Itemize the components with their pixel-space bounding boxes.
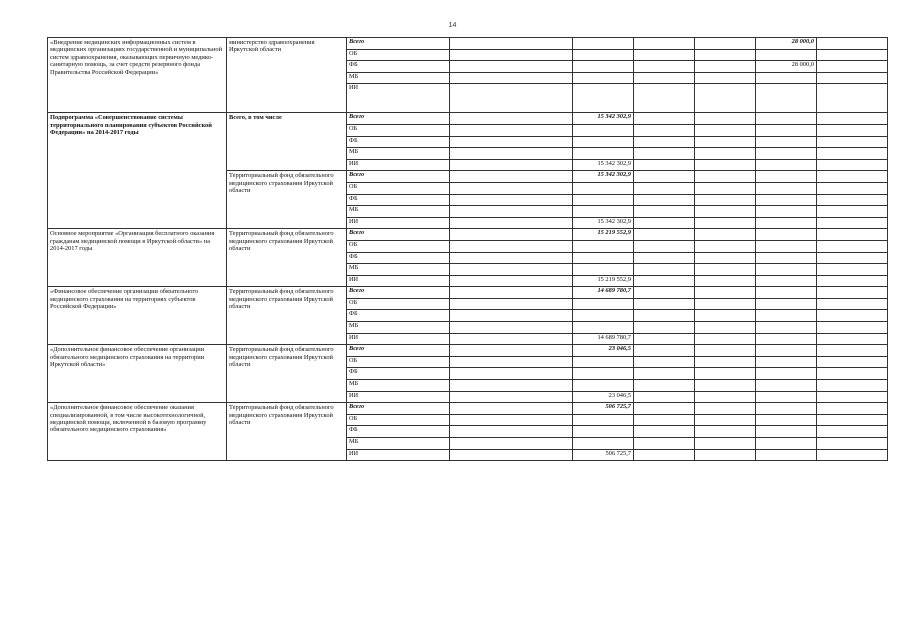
funding-source-cell: Всего <box>347 287 450 299</box>
year-amount-cell <box>756 391 817 403</box>
year-amount-cell <box>756 403 817 415</box>
funding-source-cell: Всего <box>347 345 450 357</box>
total-amount-cell <box>573 310 634 322</box>
amount-cell <box>695 426 756 438</box>
amount-cell <box>450 264 573 276</box>
amount-cell <box>634 252 695 264</box>
funding-source-cell: ОБ <box>347 298 450 310</box>
amount-cell <box>817 171 888 183</box>
year-amount-cell <box>756 414 817 426</box>
amount-cell <box>634 217 695 229</box>
amount-cell <box>695 368 756 380</box>
total-amount-cell: 14 689 780,7 <box>573 333 634 345</box>
amount-cell <box>817 264 888 276</box>
amount-cell <box>450 275 573 287</box>
funding-source-cell: ФБ <box>347 252 450 264</box>
amount-cell <box>695 113 756 125</box>
amount-cell <box>695 194 756 206</box>
amount-cell <box>695 356 756 368</box>
year-amount-cell <box>756 345 817 357</box>
year-amount-cell <box>756 49 817 61</box>
funding-source-cell: МБ <box>347 206 450 218</box>
table-row <box>48 113 888 125</box>
total-amount-cell <box>573 414 634 426</box>
amount-cell <box>634 391 695 403</box>
amount-cell <box>695 61 756 73</box>
amount-cell <box>450 414 573 426</box>
executor-cell: Территориальный фонд обязательного медицинского страхования Иркутской области <box>227 345 347 403</box>
amount-cell <box>450 298 573 310</box>
funding-source-cell: Всего <box>347 403 450 415</box>
funding-source-cell: Всего <box>347 113 450 125</box>
total-amount-cell: 15 219 552,9 <box>573 229 634 241</box>
amount-cell <box>634 380 695 392</box>
amount-cell <box>634 171 695 183</box>
amount-cell <box>817 345 888 357</box>
amount-cell <box>450 206 573 218</box>
year-amount-cell <box>756 322 817 334</box>
funding-source-cell: Всего <box>347 171 450 183</box>
total-amount-cell: 23 046,5 <box>573 391 634 403</box>
amount-cell <box>817 38 888 50</box>
program-description: «Дополнительное финансовое обеспечение организации обязательного медицинского страхования на территории Иркутской области» <box>48 345 227 403</box>
funding-source-cell: ИИ <box>347 84 450 113</box>
funding-source-cell: МБ <box>347 72 450 84</box>
total-amount-cell: 15 219 552,9 <box>573 275 634 287</box>
funding-source-cell: ИИ <box>347 333 450 345</box>
amount-cell <box>634 182 695 194</box>
table-row <box>48 403 888 415</box>
amount-cell <box>450 38 573 50</box>
amount-cell <box>450 159 573 171</box>
total-amount-cell <box>573 356 634 368</box>
amount-cell <box>695 391 756 403</box>
amount-cell <box>695 229 756 241</box>
year-amount-cell <box>756 194 817 206</box>
amount-cell <box>634 194 695 206</box>
amount-cell <box>695 252 756 264</box>
executor-cell: Всего, в том числе <box>227 113 347 171</box>
year-amount-cell <box>756 113 817 125</box>
amount-cell <box>695 72 756 84</box>
amount-cell <box>634 84 695 113</box>
budget-table <box>47 37 888 461</box>
amount-cell <box>634 345 695 357</box>
amount-cell <box>695 182 756 194</box>
funding-source-cell: ИИ <box>347 159 450 171</box>
total-amount-cell: 15 342 302,9 <box>573 113 634 125</box>
amount-cell <box>450 322 573 334</box>
year-amount-cell <box>756 438 817 450</box>
funding-source-cell: ОБ <box>347 182 450 194</box>
amount-cell <box>695 38 756 50</box>
year-amount-cell <box>756 171 817 183</box>
total-amount-cell <box>573 194 634 206</box>
table-row <box>48 38 888 50</box>
amount-cell <box>450 84 573 113</box>
amount-cell <box>695 264 756 276</box>
amount-cell <box>817 391 888 403</box>
year-amount-cell <box>756 310 817 322</box>
amount-cell <box>817 72 888 84</box>
total-amount-cell <box>573 38 634 50</box>
amount-cell <box>695 159 756 171</box>
amount-cell <box>817 148 888 160</box>
amount-cell <box>817 368 888 380</box>
amount-cell <box>450 182 573 194</box>
amount-cell <box>634 159 695 171</box>
amount-cell <box>817 426 888 438</box>
year-amount-cell <box>756 333 817 345</box>
funding-source-cell: ФБ <box>347 136 450 148</box>
funding-source-cell: ФБ <box>347 310 450 322</box>
funding-source-cell: МБ <box>347 264 450 276</box>
amount-cell <box>634 61 695 73</box>
year-amount-cell <box>756 298 817 310</box>
year-amount-cell <box>756 84 817 113</box>
total-amount-cell <box>573 298 634 310</box>
amount-cell <box>695 298 756 310</box>
total-amount-cell <box>573 322 634 334</box>
total-amount-cell <box>573 49 634 61</box>
total-amount-cell <box>573 84 634 113</box>
funding-source-cell: ИИ <box>347 217 450 229</box>
program-description: «Внедрение медицинских информационных систем в медицинских организациях государственной и муниципальной систем здравоохранения, оказывающих первичную медико-санитарную помощь, за счет средств резервного фонда Правительства Российской Федерации» <box>48 38 227 113</box>
total-amount-cell <box>573 136 634 148</box>
amount-cell <box>695 438 756 450</box>
total-amount-cell <box>573 148 634 160</box>
year-amount-cell <box>756 148 817 160</box>
funding-source-cell: Всего <box>347 38 450 50</box>
amount-cell <box>695 136 756 148</box>
amount-cell <box>634 136 695 148</box>
amount-cell <box>450 391 573 403</box>
amount-cell <box>817 438 888 450</box>
amount-cell <box>817 217 888 229</box>
amount-cell <box>817 182 888 194</box>
amount-cell <box>634 438 695 450</box>
year-amount-cell <box>756 240 817 252</box>
amount-cell <box>450 113 573 125</box>
amount-cell <box>450 345 573 357</box>
year-amount-cell <box>756 368 817 380</box>
amount-cell <box>450 124 573 136</box>
total-amount-cell <box>573 380 634 392</box>
amount-cell <box>634 124 695 136</box>
amount-cell <box>450 333 573 345</box>
total-amount-cell: 15 342 302,9 <box>573 217 634 229</box>
amount-cell <box>450 426 573 438</box>
year-amount-cell <box>756 287 817 299</box>
funding-source-cell: МБ <box>347 380 450 392</box>
program-description: Основное мероприятие «Организация бесплатного оказания гражданам медицинской помощи в Иркутской области» на 2014-2017 годы <box>48 229 227 287</box>
total-amount-cell: 15 342 302,9 <box>573 159 634 171</box>
total-amount-cell <box>573 438 634 450</box>
year-amount-cell <box>756 275 817 287</box>
amount-cell <box>634 310 695 322</box>
year-amount-cell <box>756 217 817 229</box>
total-amount-cell: 15 342 302,9 <box>573 171 634 183</box>
funding-source-cell: МБ <box>347 148 450 160</box>
program-description: «Дополнительное финансовое обеспечение оказания специализированной, в том числе высокотехнологичной, медицинской помощи, включенной в базовую программу обязательного медицинского страхования» <box>48 403 227 461</box>
amount-cell <box>450 449 573 461</box>
funding-source-cell: ИИ <box>347 391 450 403</box>
amount-cell <box>817 380 888 392</box>
funding-source-cell: ОБ <box>347 414 450 426</box>
total-amount-cell <box>573 182 634 194</box>
total-amount-cell: 506 725,7 <box>573 449 634 461</box>
executor-cell: Территориальный фонд обязательного медицинского страхования Иркутской области <box>227 229 347 287</box>
amount-cell <box>634 229 695 241</box>
amount-cell <box>634 206 695 218</box>
amount-cell <box>817 159 888 171</box>
funding-source-cell: ИИ <box>347 275 450 287</box>
funding-source-cell: ИИ <box>347 449 450 461</box>
amount-cell <box>695 345 756 357</box>
amount-cell <box>634 72 695 84</box>
total-amount-cell <box>573 240 634 252</box>
amount-cell <box>817 49 888 61</box>
table-row <box>48 345 888 357</box>
year-amount-cell <box>756 206 817 218</box>
executor-cell: министерство здравоохранения Иркутской области <box>227 38 347 113</box>
total-amount-cell <box>573 61 634 73</box>
amount-cell <box>634 287 695 299</box>
amount-cell <box>817 136 888 148</box>
amount-cell <box>450 252 573 264</box>
amount-cell <box>817 310 888 322</box>
total-amount-cell <box>573 426 634 438</box>
amount-cell <box>450 403 573 415</box>
amount-cell <box>695 414 756 426</box>
amount-cell <box>634 275 695 287</box>
executor-cell: Территориальный фонд обязательного медицинского страхования Иркутской области <box>227 171 347 229</box>
year-amount-cell <box>756 356 817 368</box>
amount-cell <box>817 206 888 218</box>
amount-cell <box>450 61 573 73</box>
amount-cell <box>634 264 695 276</box>
amount-cell <box>634 113 695 125</box>
year-amount-cell: 28 000,0 <box>756 61 817 73</box>
funding-source-cell: ФБ <box>347 368 450 380</box>
amount-cell <box>817 356 888 368</box>
amount-cell <box>817 84 888 113</box>
program-description: Подпрограмма «Совершенствование системы территориального планирования субъектов Российской Федерации» на 2014-2017 годы <box>48 113 227 229</box>
amount-cell <box>450 229 573 241</box>
year-amount-cell <box>756 380 817 392</box>
amount-cell <box>450 356 573 368</box>
amount-cell <box>695 449 756 461</box>
amount-cell <box>634 240 695 252</box>
executor-cell: Территориальный фонд обязательного медицинского страхования Иркутской области <box>227 287 347 345</box>
amount-cell <box>634 38 695 50</box>
amount-cell <box>634 322 695 334</box>
amount-cell <box>817 194 888 206</box>
total-amount-cell <box>573 72 634 84</box>
table-row <box>48 287 888 299</box>
amount-cell <box>695 124 756 136</box>
amount-cell <box>817 275 888 287</box>
funding-source-cell: ФБ <box>347 61 450 73</box>
total-amount-cell: 506 725,7 <box>573 403 634 415</box>
funding-source-cell: МБ <box>347 322 450 334</box>
amount-cell <box>695 206 756 218</box>
table-row <box>48 229 888 241</box>
amount-cell <box>817 229 888 241</box>
amount-cell <box>817 61 888 73</box>
amount-cell <box>695 403 756 415</box>
amount-cell <box>634 368 695 380</box>
total-amount-cell: 23 046,5 <box>573 345 634 357</box>
amount-cell <box>450 217 573 229</box>
amount-cell <box>450 194 573 206</box>
funding-source-cell: МБ <box>347 438 450 450</box>
amount-cell <box>450 72 573 84</box>
amount-cell <box>634 426 695 438</box>
amount-cell <box>695 148 756 160</box>
year-amount-cell <box>756 229 817 241</box>
funding-source-cell: ОБ <box>347 124 450 136</box>
amount-cell <box>634 49 695 61</box>
amount-cell <box>817 322 888 334</box>
amount-cell <box>695 240 756 252</box>
amount-cell <box>817 298 888 310</box>
total-amount-cell <box>573 252 634 264</box>
amount-cell <box>695 171 756 183</box>
amount-cell <box>695 333 756 345</box>
amount-cell <box>817 240 888 252</box>
amount-cell <box>817 113 888 125</box>
year-amount-cell <box>756 182 817 194</box>
amount-cell <box>450 368 573 380</box>
total-amount-cell <box>573 124 634 136</box>
page-number: 14 <box>448 22 457 29</box>
year-amount-cell <box>756 252 817 264</box>
amount-cell <box>450 438 573 450</box>
funding-source-cell: ФБ <box>347 426 450 438</box>
total-amount-cell <box>573 264 634 276</box>
year-amount-cell: 28 000,0 <box>756 38 817 50</box>
budget-table-body <box>48 38 888 461</box>
funding-source-cell: ФБ <box>347 194 450 206</box>
executor-cell: Территориальный фонд обязательного медицинского страхования Иркутской области <box>227 403 347 461</box>
year-amount-cell <box>756 72 817 84</box>
amount-cell <box>695 287 756 299</box>
amount-cell <box>634 449 695 461</box>
funding-source-cell: ОБ <box>347 240 450 252</box>
amount-cell <box>695 310 756 322</box>
amount-cell <box>695 217 756 229</box>
total-amount-cell: 14 689 780,7 <box>573 287 634 299</box>
amount-cell <box>450 49 573 61</box>
year-amount-cell <box>756 426 817 438</box>
amount-cell <box>450 136 573 148</box>
amount-cell <box>450 310 573 322</box>
amount-cell <box>695 275 756 287</box>
funding-source-cell: ОБ <box>347 49 450 61</box>
amount-cell <box>634 298 695 310</box>
amount-cell <box>817 333 888 345</box>
amount-cell <box>634 356 695 368</box>
year-amount-cell <box>756 449 817 461</box>
amount-cell <box>450 287 573 299</box>
program-description: «Финансовое обеспечение организации обязательного медицинского страхования на территориях субъектов Российской Федерации» <box>48 287 227 345</box>
amount-cell <box>817 287 888 299</box>
amount-cell <box>817 449 888 461</box>
amount-cell <box>450 240 573 252</box>
year-amount-cell <box>756 264 817 276</box>
total-amount-cell <box>573 206 634 218</box>
amount-cell <box>634 414 695 426</box>
funding-source-cell: ОБ <box>347 356 450 368</box>
amount-cell <box>695 49 756 61</box>
amount-cell <box>817 252 888 264</box>
amount-cell <box>634 403 695 415</box>
amount-cell <box>695 322 756 334</box>
amount-cell <box>695 380 756 392</box>
amount-cell <box>817 414 888 426</box>
funding-source-cell: Всего <box>347 229 450 241</box>
amount-cell <box>634 333 695 345</box>
amount-cell <box>817 124 888 136</box>
year-amount-cell <box>756 124 817 136</box>
amount-cell <box>450 171 573 183</box>
amount-cell <box>634 148 695 160</box>
amount-cell <box>817 403 888 415</box>
amount-cell <box>450 380 573 392</box>
amount-cell <box>450 148 573 160</box>
year-amount-cell <box>756 159 817 171</box>
total-amount-cell <box>573 368 634 380</box>
amount-cell <box>695 84 756 113</box>
year-amount-cell <box>756 136 817 148</box>
